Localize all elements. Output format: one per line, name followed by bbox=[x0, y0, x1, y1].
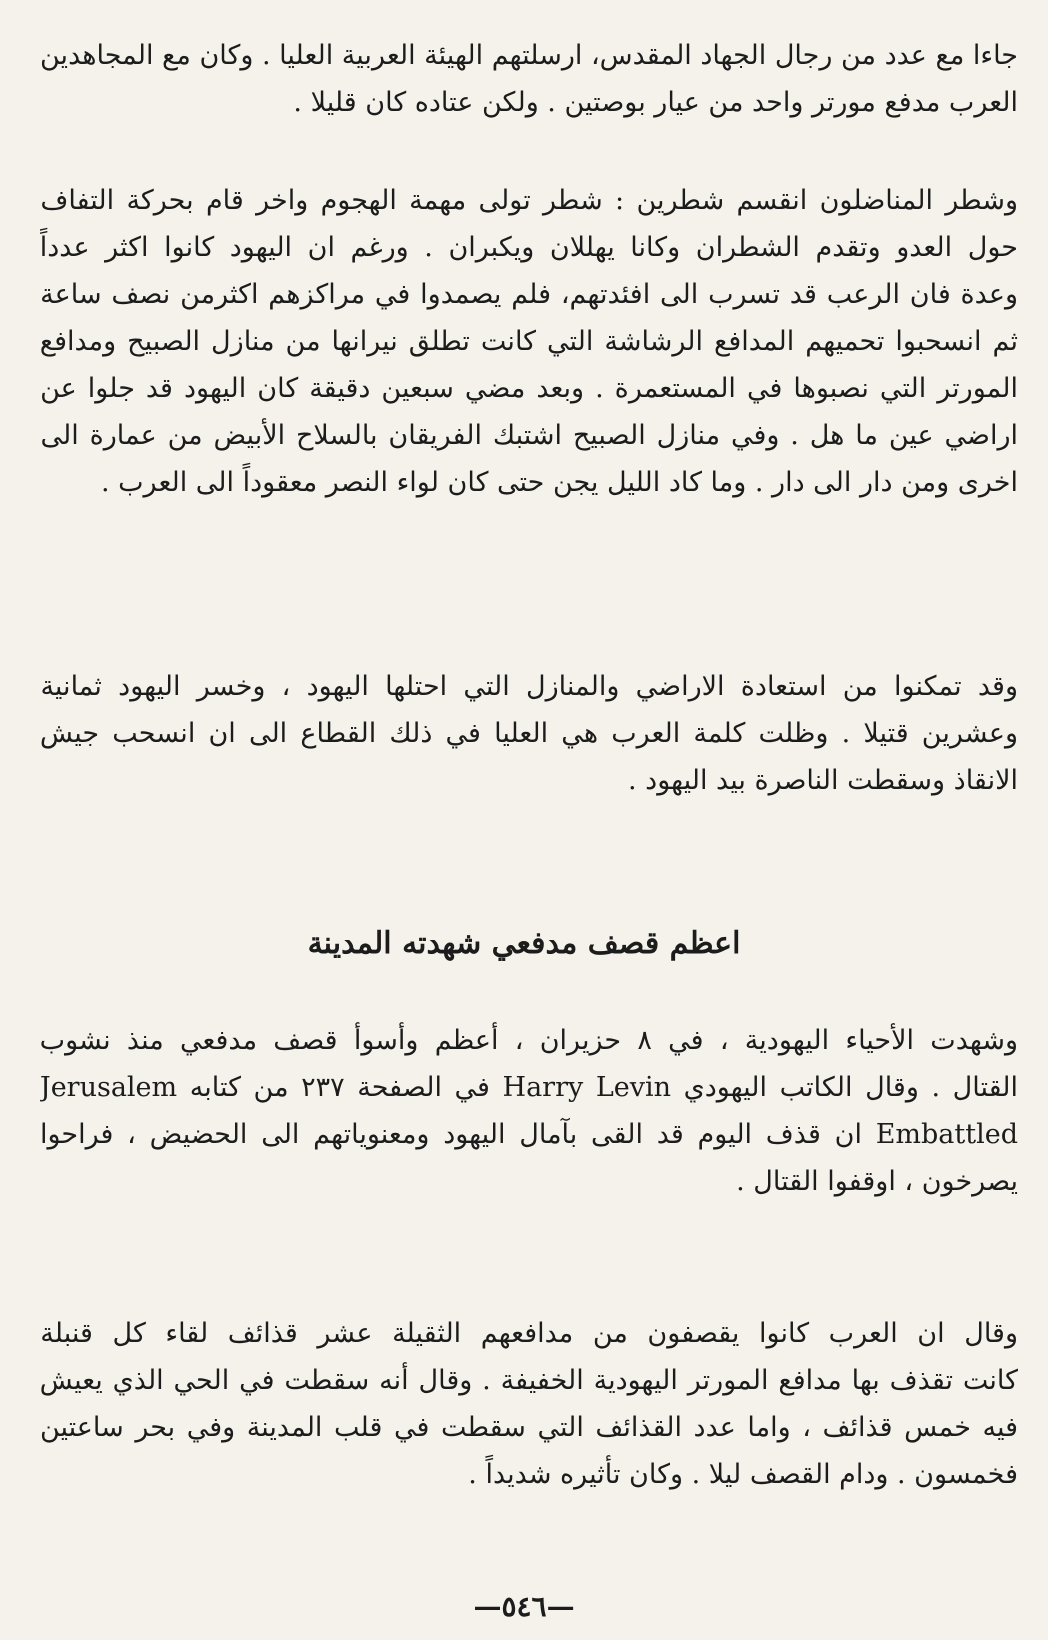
text-line: وشطر المناضلون انقسم شطرين : شطر تولى مهمة الهجوم واخر قام بحركة التفاف bbox=[40, 185, 1018, 216]
page-number: —٥٤٦— bbox=[473, 1590, 575, 1623]
paragraph-1 bbox=[40, 32, 1018, 126]
text-line: وعشرين قتيلا . وظلت كلمة العرب هي العليا في ذلك القطاع الى ان انسحب جيش bbox=[40, 718, 1018, 749]
text-line: يصرخون ، اوقفوا القتال . bbox=[736, 1166, 1018, 1197]
paragraph-4 bbox=[40, 1017, 1018, 1205]
section-heading: اعظم قصف مدفعي شهدته المدينة bbox=[307, 926, 741, 961]
text-line: وقد تمكنوا من استعادة الاراضي والمنازل التي احتلها اليهود ، وخسر اليهود ثمانية bbox=[40, 671, 1018, 702]
text-line: فخمسون . ودام القصف ليلا . وكان تأثيره شديداً . bbox=[468, 1459, 1018, 1490]
text-line: حول العدو وتقدم الشطران وكانا يهللان ويكبران . ورغم ان اليهود كانوا اكثر عدداً bbox=[40, 232, 1018, 263]
paragraph-5 bbox=[40, 1310, 1018, 1498]
text-line: جاءا مع عدد من رجال الجهاد المقدس، ارسلتهم الهيئة العربية العليا . وكان مع المجاهدين bbox=[40, 40, 1018, 71]
text-line: وقال ان العرب كانوا يقصفون من مدافعهم الثقيلة عشر قذائف لقاء كل قنبلة bbox=[40, 1318, 1018, 1349]
text-line: العرب مدفع مورتر واحد من عيار بوصتين . ولكن عتاده كان قليلا . bbox=[293, 87, 1018, 118]
text-line: المورتر التي نصبوها في المستعمرة . وبعد مضي سبعين دقيقة كان اليهود قد جلوا عن bbox=[40, 373, 1018, 404]
text-line: Embattled ان قذف اليوم قد القى بآمال اليهود ومعنوياتهم الى الحضيض ، فراحوا bbox=[40, 1119, 1018, 1150]
text-line: القتال . وقال الكاتب اليهودي Harry Levin في الصفحة ٢٣٧ من كتابه Jerusalem bbox=[40, 1072, 1018, 1103]
text-line: كانت تقذف بها مدافع المورتر اليهودية الخفيفة . وقال أنه سقطت في الحي الذي يعيش bbox=[40, 1365, 1018, 1396]
text-line: ثم انسحبوا تحميهم المدافع الرشاشة التي كانت تطلق نيرانها من منازل الصبيح ومدافع bbox=[40, 326, 1018, 357]
text-line: اراضي عين ما هل . وفي منازل الصبيح اشتبك الفريقان بالسلاح الأبيض من عمارة الى bbox=[40, 420, 1018, 451]
text-line: الانقاذ وسقطت الناصرة بيد اليهود . bbox=[628, 765, 1018, 796]
text-line: وشهدت الأحياء اليهودية ، في ٨ حزيران ، أعظم وأسوأ قصف مدفعي منذ نشوب bbox=[40, 1025, 1018, 1056]
paragraph-3 bbox=[40, 663, 1018, 804]
text-line: اخرى ومن دار الى دار . وما كاد الليل يجن حتى كان لواء النصر معقوداً الى العرب . bbox=[100, 467, 1018, 498]
paragraph-2 bbox=[40, 177, 1018, 506]
text-line: وعدة فان الرعب قد تسرب الى افئدتهم، فلم يصمدوا في مراكزهم اكثرمن نصف ساعة bbox=[40, 279, 1018, 310]
text-line: فيه خمس قذائف ، واما عدد القذائف التي سقطت في قلب المدينة وفي بحر ساعتين bbox=[40, 1412, 1018, 1443]
